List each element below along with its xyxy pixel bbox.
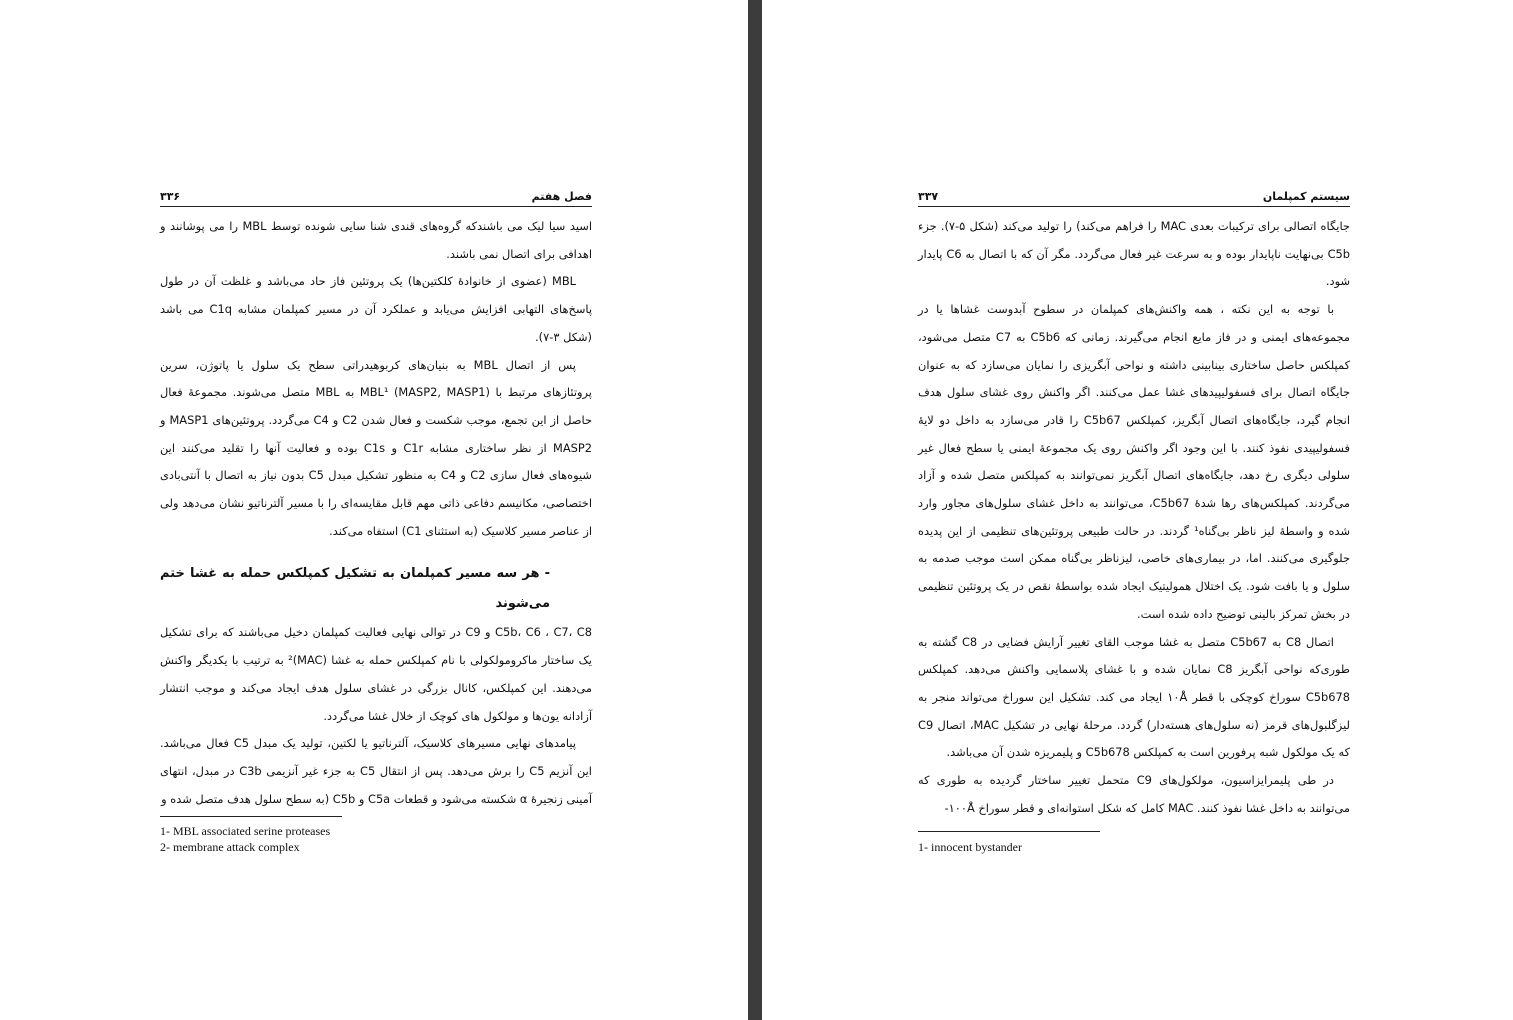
footnote: 1- MBL associated serine proteases bbox=[160, 824, 331, 838]
section-heading: - هر سه مسیر کمپلمان به تشکیل کمپلکس حمله به غشا ختم می‌شوند bbox=[160, 566, 550, 612]
paragraph: جایگاه اتصالی برای ترکیبات بعدی MAC را فراهم می‌کند) را تولید می‌کند (شکل ۵-۷). جزء C5b بی‌نهایت ناپایدار بوده و به سرعت غیر فعال می‌گردد. مگر آن که با اتصال به C6 پایدار شود. bbox=[918, 219, 1351, 289]
right-page bbox=[918, 188, 1350, 822]
footnote: 2- membrane attack complex bbox=[160, 840, 300, 854]
left-page bbox=[160, 188, 592, 813]
page-number: ۳۳۶ bbox=[160, 190, 181, 203]
running-title: سیستم کمپلمان bbox=[1262, 190, 1350, 203]
paragraph: در طی پلیمرایزاسیون، مولکول‌های C9 متحمل تغییر ساختار گردیده به طوری که می‌توانند به داخل غشا نفوذ کنند. MAC کامل که شکل استوانه‌ای و قطر سوراخ ۱۰۰Å- bbox=[918, 773, 1350, 815]
running-title: فصل هفتم bbox=[531, 190, 592, 203]
left-page-header bbox=[160, 188, 592, 207]
book-spine bbox=[748, 0, 762, 1020]
paragraph: MBL (عضوی از خانوادۀ کلکتین‌ها) یک پروتئین فاز حاد می‌باشد و غلظت آن در طول پاسخ‌های التهابی افزایش می‌یابد و عملکرد آن در مسیر کمپلمان مشابه C1q می باشد (شکل ۳-۷). bbox=[160, 274, 592, 344]
paragraph: C5b، C6 ، C7، C8 و C9 در توالی نهایی فعالیت کمپلمان دخیل می‌باشند که برای تشکیل یک ساختار ماکرومولکولی با نام کمپلکس حمله به غشا (MAC)² به ترتیب با یکدیگر واکنش می‌دهند. این کمپلکس، کانال بزرگی در غشای سلول هدف ایجاد می‌کند و موجب انتشار آزادانه یون‌ها و مولکول های کوچک از خلال غشا می‌گردد. bbox=[160, 625, 593, 723]
right-page-header bbox=[918, 188, 1350, 207]
footnote-rule bbox=[160, 816, 342, 817]
paragraph: پس از اتصال MBL به بنیان‌های کربوهیدراتی سطح یک سلول یا پاتوژن، سرین پروتئازهای مرتبط با MBL¹ (MASP2, MASP1) به MBL متصل می‌شوند. مجموعۀ فعال حاصل از این تجمع، موجب شکست و فعال شدن C2 و C4 می‌گردد. پروتئین‌های MASP1 و MASP2 از نظر ساختاری مشابه C1r و C1s بوده و فعالیت آنها را تقلید می‌کنند این شیوه‌های فعال سازی C2 و C4 به منظور تشکیل مبدل C5 بدون نیاز به اتصال با آنتی‌بادی اختصاصی، مکانیسم دفاعی ذاتی مهم قابل مقایسه‌ای را با مسیر آلترناتیو نشان می‌دهد ولی از عناصر مسیر کلاسیک (به استثنای C1) استفاه می‌کند. bbox=[160, 357, 593, 538]
paragraph: با توجه به این نکته ، همه واکنش‌های کمپلمان در سطوح آبدوست غشاها یا در مجموعه‌های ایمنی و در فاز مایع انجام می‌گیرند. زمانی که C5b6 به C7 متصل می‌شود، کمپلکس حاصل ساختاری بینابینی داشته و نواحی آبگریزی را نمایان می‌سازد که به عنوان جایگاه اتصال برای فسفولیپیدهای غشا عمل می‌کنند. اگر واکنش روی غشای سلول هدف انجام گیرد، جایگاه‌های اتصال آبگریز، کمپلکس C5b67 را قادر می‌سازد به داخل دو لایۀ فسفولیپیدی نفوذ کنند. با این وجود اگر واکنش روی یک مجموعۀ ایمنی یا سطح فعال غیر سلولی دیگری رخ دهد، جایگاه‌های اتصال آبگریز نمی‌توانند به کمپلکس متصل شده و آزاد می‌گردند. کمپلکس‌های رها شدۀ C5b67، می‌توانند به داخل غشای سلول‌های مجاور وارد شده و واسطۀ لیز ناظر بی‌گناه¹ گردند. در حالت طبیعی پروتئین‌های تنظیمی از این پدیده جلوگیری می‌کنند. اما، در بیماری‌های خاصی، لیزناظر بی‌گناه ممکن است موجب صدمه به سلول و یا بافت شود. یک اختلال همولیتیک ایجاد شده بواسطۀ نقص در یک پروتئین تنظیمی در بخش تمرکز بالینی توضیح داده شده است. bbox=[918, 302, 1351, 621]
right-page-body bbox=[918, 213, 1350, 822]
left-page-body bbox=[160, 213, 592, 813]
paragraph: اتصال C8 به C5b67 متصل به غشا موجب القای تغییر آرایش فضایی در C8 گشته به طوری‌که نواحی آبگریز C8 نمایان شده و با غشای پلاسمایی واکنش می‌دهد. کمپلکس C5b678 سوراخ کوچکی با قطر ۱۰Å ایجاد می کند. تشکیل این سوراخ می‌تواند منجر به لیزگلبول‌های قرمز (نه سلول‌های هسته‌دار) گردد. مرحلۀ نهایی در تشکیل MAC، اتصال C9 که یک مولکول شبه پرفورین است به کمپلکس C5b678 و پلیمریزه شدن آن می‌باشد. bbox=[918, 634, 1350, 760]
page-number: ۳۳۷ bbox=[918, 190, 939, 203]
paragraph: پیامدهای نهایی مسیرهای کلاسیک، آلترناتیو یا لکتین، تولید یک مبدل C5 فعال می‌باشد. این آنزیم C5 را برش می‌دهد. پس از انتقال C5 به جزء غیر آنزیمی C3b در مبدل، انتهای آمینی زنجیرۀ α شکسته می‌شود و قطعات C5a و C5b (به سطح سلول هدف متصل شده و bbox=[160, 736, 592, 806]
footnote: 1- innocent bystander bbox=[918, 840, 1022, 854]
footnote-rule bbox=[918, 831, 1100, 832]
paragraph: اسید سیا لیک می باشندکه گروه‌های قندی شنا سایی شونده توسط MBL را می پوشانند و اهدافی برای اتصال نمی باشند. bbox=[160, 219, 592, 261]
